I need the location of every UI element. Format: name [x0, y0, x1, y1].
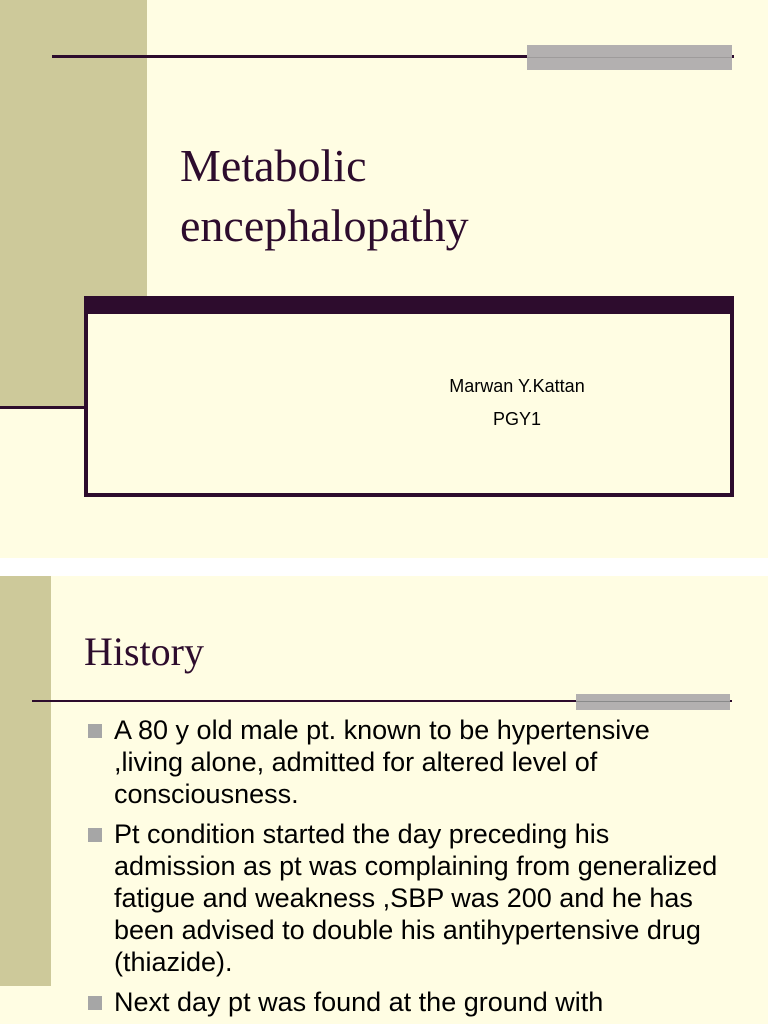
side-band [0, 576, 51, 986]
square-bullet-icon [88, 724, 102, 738]
slide-title [180, 136, 469, 256]
author-role: PGY1 [492, 409, 542, 429]
band-connector-rule [0, 406, 88, 409]
accent-bar [576, 694, 730, 710]
history-slide [0, 576, 768, 1024]
list-item [86, 714, 726, 810]
square-bullet-icon [88, 828, 102, 842]
bullet-text: A 80 y old male pt. known to be hypertensive ,living alone, admitted for altered level of consciousness. [114, 715, 650, 809]
square-bullet-icon [88, 996, 102, 1010]
history-bullets [86, 714, 726, 1024]
slide-title: History [84, 629, 204, 674]
list-item [86, 818, 726, 978]
bullet-text: Next day pt was found at the ground with [114, 987, 604, 1017]
title-line-1: Metabolic [180, 140, 367, 191]
list-item [86, 986, 726, 1018]
bullet-text: Pt condition started the day preceding his admission as pt was complaining from generalized fatigue and weakness ,SBP was 200 and he has been advised to double his antihypertensive drug (thiazide). [114, 819, 718, 977]
author-name: Marwan Y.Kattan [449, 376, 585, 396]
title-line-2: encephalopathy [180, 200, 469, 251]
accent-bar [527, 45, 732, 70]
subtitle-box [84, 296, 734, 497]
